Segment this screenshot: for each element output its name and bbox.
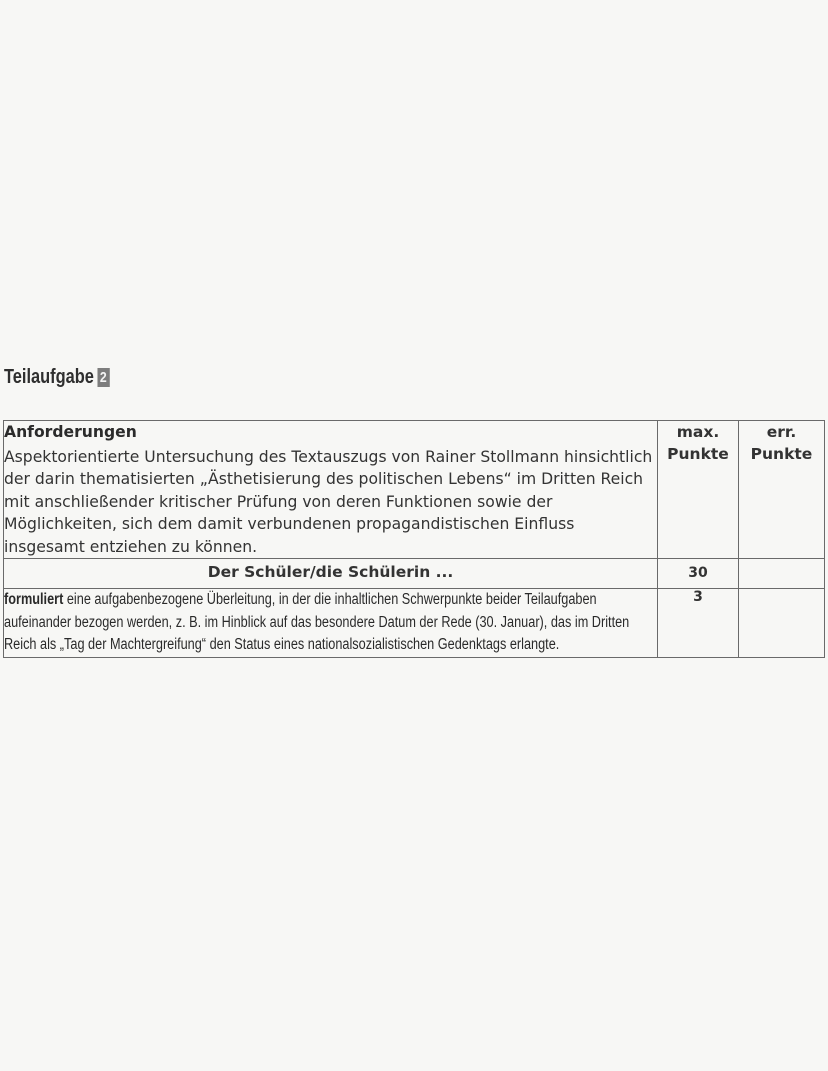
criterion-text: eine aufgabenbezogene Überleitung, in der die inhaltlichen Schwerpunkte beider Teilaufgaben aufeinander bezogen werden, z. B. im Hinblick auf das besondere Datum der Rede (30. Januar), das im Dritten Reich als „Tag der Machtergreifung“ den Status eines nationalsozialistischen Gedenktags erlangte. <box>4 591 630 653</box>
achieved-points-header-line1: err. <box>766 423 797 441</box>
max-points-header <box>658 421 739 559</box>
achieved-points-header-line2: Punkte <box>750 445 813 463</box>
criterion-max-points: 3 <box>658 589 739 658</box>
max-points-header-line2: Punkte <box>667 445 729 463</box>
subheading-row <box>4 559 825 589</box>
subheading-cell: Der Schüler/die Schülerin ... <box>4 559 658 589</box>
criterion-row <box>4 589 825 658</box>
criterion-verb: formuliert <box>4 591 64 608</box>
section-heading <box>4 366 109 389</box>
section-title: Teilaufgabe <box>4 366 94 388</box>
criterion-achieved-points[interactable] <box>739 589 825 658</box>
achieved-points-header <box>739 421 825 559</box>
criterion-text-block <box>4 589 635 657</box>
subheading-max-points: 30 <box>658 559 739 589</box>
subheading-achieved-points[interactable] <box>739 559 825 589</box>
section-number-badge: 2 <box>97 368 109 387</box>
criterion-cell <box>4 589 658 658</box>
assessment-table <box>3 420 825 658</box>
header-row <box>4 421 825 559</box>
max-points-header-line1: max. <box>676 423 720 441</box>
requirements-text: Aspektorientierte Untersuchung des Textauszugs von Rainer Stollmann hinsichtlich der darin thematisierten „Ästhetisierung des politischen Lebens“ im Dritten Reich mit anschließender kritischer Prüfung von deren Funktionen sowie der Möglichkeiten, sich dem damit verbundenen propagandistischen Einfluss insgesamt entziehen zu können. <box>4 447 653 556</box>
requirements-title: Anforderungen <box>4 423 137 441</box>
requirements-cell <box>4 421 658 559</box>
